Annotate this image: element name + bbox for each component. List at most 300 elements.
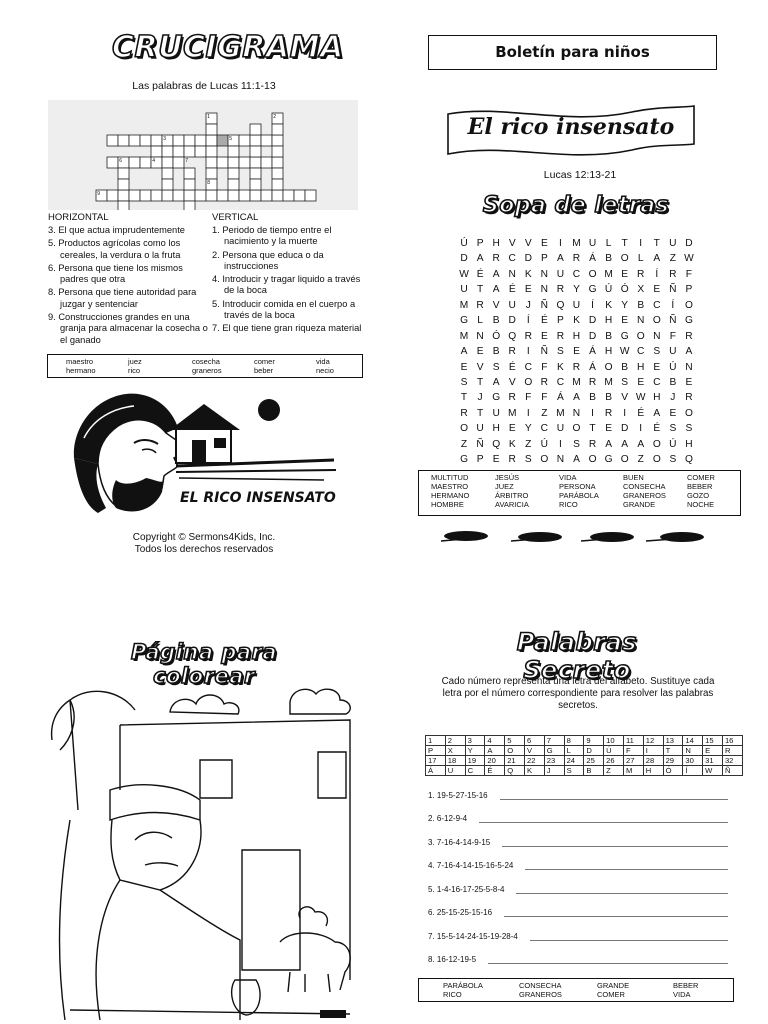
wordsearch-letter[interactable]: H bbox=[653, 392, 661, 404]
crossword-cell[interactable] bbox=[173, 146, 184, 157]
wordsearch-letter[interactable]: B bbox=[621, 361, 629, 373]
wordsearch-letter[interactable]: V bbox=[524, 238, 532, 249]
answer-line[interactable] bbox=[516, 885, 728, 894]
crossword-cell[interactable] bbox=[129, 135, 140, 146]
wordsearch-letter[interactable]: A bbox=[557, 253, 564, 265]
wordsearch-letter[interactable]: B bbox=[605, 392, 612, 404]
wordsearch-letter[interactable]: U bbox=[460, 284, 468, 296]
wordsearch-letter[interactable]: N bbox=[572, 407, 581, 419]
wordsearch-letter[interactable]: Q bbox=[684, 454, 693, 466]
wordsearch-letter[interactable]: G bbox=[620, 330, 629, 342]
wordsearch-letter[interactable]: É bbox=[508, 284, 516, 296]
crossword-cell[interactable] bbox=[118, 168, 129, 179]
wordsearch-letter[interactable]: R bbox=[492, 253, 500, 265]
wordsearch-letter[interactable]: Ú bbox=[460, 238, 468, 249]
crossword-cell[interactable] bbox=[162, 146, 173, 157]
wordsearch-letter[interactable]: I bbox=[558, 438, 562, 450]
wordsearch-letter[interactable]: Ú bbox=[540, 438, 549, 450]
crossword-cell[interactable] bbox=[250, 190, 261, 201]
crossword-cell[interactable] bbox=[162, 168, 173, 179]
wordsearch-letter[interactable]: T bbox=[460, 392, 468, 404]
crossword-cell[interactable] bbox=[283, 190, 294, 201]
wordsearch-letter[interactable]: K bbox=[524, 268, 532, 280]
crossword-cell[interactable] bbox=[118, 190, 129, 201]
wordsearch-letter[interactable]: S bbox=[669, 454, 677, 466]
wordsearch-letter[interactable]: E bbox=[669, 407, 677, 419]
crossword-cell[interactable] bbox=[206, 146, 217, 157]
wordsearch-letter[interactable]: F bbox=[541, 392, 548, 404]
wordsearch-letter[interactable]: É bbox=[637, 407, 645, 419]
wordsearch-letter[interactable]: Z bbox=[637, 454, 644, 466]
wordsearch-letter[interactable]: H bbox=[604, 346, 613, 358]
wordsearch-letter[interactable]: D bbox=[588, 330, 597, 342]
wordsearch-letter[interactable]: U bbox=[572, 299, 581, 311]
wordsearch-letter[interactable]: D bbox=[620, 423, 629, 435]
wordsearch-letter[interactable]: A bbox=[653, 407, 661, 419]
wordsearch-letter[interactable]: A bbox=[621, 438, 629, 450]
wordsearch-letter[interactable]: N bbox=[653, 330, 661, 342]
answer-line[interactable] bbox=[479, 814, 728, 823]
wordsearch-letter[interactable]: I bbox=[639, 423, 643, 435]
wordsearch-letter[interactable]: O bbox=[620, 454, 629, 466]
wordsearch-letter[interactable]: Á bbox=[589, 253, 596, 265]
wordsearch-letter[interactable]: W bbox=[684, 253, 694, 265]
wordsearch-letter[interactable]: Z bbox=[541, 407, 548, 419]
wordsearch-letter[interactable]: C bbox=[508, 253, 516, 265]
crossword-cell[interactable] bbox=[261, 135, 272, 146]
crossword-cell[interactable] bbox=[206, 168, 217, 179]
wordsearch-letter[interactable]: Ó bbox=[492, 330, 501, 342]
wordsearch-letter[interactable]: E bbox=[476, 346, 484, 358]
wordsearch-letter[interactable]: R bbox=[637, 268, 645, 280]
wordsearch-letter[interactable]: R bbox=[556, 284, 565, 296]
wordsearch-letter[interactable]: F bbox=[669, 330, 676, 342]
wordsearch-letter[interactable]: Z bbox=[669, 253, 676, 265]
crossword-cell[interactable] bbox=[184, 168, 195, 179]
wordsearch-letter[interactable]: Í bbox=[655, 268, 659, 280]
crossword-cell[interactable] bbox=[261, 190, 272, 201]
wordsearch-letter[interactable]: N bbox=[637, 315, 645, 327]
wordsearch-letter[interactable]: U bbox=[476, 423, 484, 435]
wordsearch-letter[interactable]: C bbox=[524, 361, 532, 373]
wordsearch-letter[interactable]: U bbox=[492, 407, 500, 419]
crossword-cell[interactable] bbox=[107, 190, 118, 201]
wordsearch-letter[interactable]: Ó bbox=[620, 284, 629, 296]
wordsearch-letter[interactable]: I bbox=[558, 238, 562, 249]
crossword-cell[interactable] bbox=[228, 179, 239, 190]
crossword-cell[interactable] bbox=[272, 168, 283, 179]
wordsearch-letter[interactable]: C bbox=[572, 268, 581, 280]
wordsearch-letter[interactable]: O bbox=[524, 376, 533, 388]
crossword-cell[interactable] bbox=[250, 135, 261, 146]
wordsearch-letter[interactable]: I bbox=[526, 346, 530, 358]
wordsearch-letter[interactable]: S bbox=[524, 454, 532, 466]
wordsearch-letter[interactable]: R bbox=[685, 330, 693, 342]
crossword-cell[interactable] bbox=[239, 157, 250, 168]
wordsearch-letter[interactable]: D bbox=[685, 238, 693, 249]
wordsearch-letter[interactable]: N bbox=[476, 330, 484, 342]
answer-line[interactable] bbox=[502, 838, 728, 847]
crossword-cell[interactable] bbox=[184, 135, 195, 146]
wordsearch-letter[interactable]: R bbox=[508, 346, 516, 358]
wordsearch-letter[interactable]: H bbox=[685, 438, 693, 450]
crossword-cell[interactable] bbox=[228, 168, 239, 179]
wordsearch-letter[interactable]: O bbox=[588, 454, 597, 466]
wordsearch-letter[interactable]: R bbox=[572, 253, 581, 265]
wordsearch-letter[interactable]: N bbox=[685, 361, 693, 373]
crossword-cell[interactable] bbox=[184, 179, 195, 190]
wordsearch-letter[interactable]: E bbox=[508, 423, 516, 435]
wordsearch-letter[interactable]: I bbox=[639, 238, 643, 249]
crossword-cell[interactable] bbox=[173, 190, 184, 201]
wordsearch-letter[interactable]: A bbox=[573, 392, 580, 404]
crossword-cell[interactable] bbox=[173, 135, 184, 146]
wordsearch-letter[interactable]: P bbox=[476, 454, 484, 466]
wordsearch-letter[interactable]: E bbox=[621, 315, 629, 327]
crossword-cell[interactable] bbox=[184, 201, 195, 210]
wordsearch-letter[interactable]: S bbox=[653, 346, 661, 358]
wordsearch-letter[interactable]: Á bbox=[589, 361, 596, 373]
wordsearch-letter[interactable]: T bbox=[476, 407, 484, 419]
wordsearch-letter[interactable]: I bbox=[526, 407, 530, 419]
wordsearch-letter[interactable]: S bbox=[557, 346, 564, 358]
wordsearch-letter[interactable]: É bbox=[540, 315, 548, 327]
crossword-cell[interactable] bbox=[184, 190, 195, 201]
answer-line[interactable] bbox=[504, 908, 728, 917]
wordsearch-letter[interactable]: R bbox=[476, 299, 484, 311]
wordsearch-letter[interactable]: O bbox=[652, 438, 661, 450]
crossword-cell[interactable] bbox=[305, 190, 316, 201]
wordsearch-letter[interactable]: Í bbox=[591, 299, 594, 311]
wordsearch-letter[interactable]: E bbox=[637, 376, 645, 388]
wordsearch-letter[interactable]: R bbox=[604, 407, 613, 419]
wordsearch-letter[interactable]: D bbox=[508, 315, 516, 327]
wordsearch-letter[interactable]: É bbox=[476, 268, 484, 280]
wordsearch-letter[interactable]: Í bbox=[671, 299, 675, 311]
wordsearch-letter[interactable]: B bbox=[492, 346, 500, 358]
wordsearch-letter[interactable]: Z bbox=[525, 438, 532, 450]
wordsearch-letter[interactable]: K bbox=[573, 315, 580, 327]
wordsearch-letter[interactable]: O bbox=[652, 454, 661, 466]
wordsearch-letter[interactable]: E bbox=[605, 423, 612, 435]
wordsearch-letter[interactable]: L bbox=[605, 238, 612, 249]
crossword-cell[interactable] bbox=[272, 146, 283, 157]
wordsearch-letter[interactable]: W bbox=[619, 346, 630, 358]
wordsearch-letter[interactable]: V bbox=[508, 376, 516, 388]
wordsearch-letter[interactable]: Q bbox=[508, 330, 517, 342]
wordsearch-letter[interactable]: S bbox=[573, 438, 580, 450]
wordsearch-letter[interactable]: U bbox=[556, 423, 565, 435]
wordsearch-letter[interactable]: S bbox=[460, 376, 468, 388]
wordsearch-letter[interactable]: O bbox=[460, 423, 468, 435]
wordsearch-letter[interactable]: A bbox=[460, 346, 468, 358]
wordsearch-letter[interactable]: U bbox=[669, 238, 677, 249]
wordsearch-letter[interactable]: G bbox=[588, 284, 597, 296]
wordsearch-letter[interactable]: U bbox=[556, 268, 565, 280]
wordsearch-letter[interactable]: R bbox=[556, 330, 565, 342]
crossword-cell[interactable] bbox=[272, 135, 283, 146]
wordsearch-letter[interactable]: R bbox=[460, 407, 468, 419]
answer-line[interactable] bbox=[500, 791, 728, 800]
crossword-cell[interactable] bbox=[272, 190, 283, 201]
wordsearch-letter[interactable]: C bbox=[637, 346, 645, 358]
crossword-cell[interactable] bbox=[250, 168, 261, 179]
crossword-cell[interactable] bbox=[162, 179, 173, 190]
crossword-cell[interactable] bbox=[195, 190, 206, 201]
wordsearch-letter[interactable]: T bbox=[476, 284, 484, 296]
wordsearch-letter[interactable]: Ñ bbox=[476, 438, 484, 450]
wordsearch-letter[interactable]: S bbox=[492, 361, 500, 373]
wordsearch-letter[interactable]: M bbox=[572, 376, 581, 388]
crossword-cell[interactable] bbox=[272, 179, 283, 190]
crossword-cell[interactable] bbox=[228, 190, 239, 201]
crossword-cell[interactable] bbox=[173, 157, 184, 168]
wordsearch-letter[interactable]: N bbox=[540, 284, 549, 296]
wordsearch-letter[interactable]: Ñ bbox=[669, 284, 677, 296]
wordsearch-letter[interactable]: E bbox=[653, 361, 661, 373]
wordsearch-letter[interactable]: U bbox=[508, 299, 516, 311]
crossword-cell[interactable] bbox=[261, 157, 272, 168]
crossword-cell[interactable] bbox=[250, 179, 261, 190]
wordsearch-letter[interactable]: L bbox=[637, 253, 644, 265]
wordsearch-letter[interactable]: I bbox=[623, 407, 627, 419]
crossword-cell[interactable] bbox=[250, 124, 261, 135]
wordsearch-letter[interactable]: V bbox=[621, 392, 629, 404]
crossword-cell[interactable] bbox=[228, 146, 239, 157]
wordsearch-letter[interactable]: A bbox=[476, 253, 484, 265]
wordsearch-letter[interactable]: Y bbox=[573, 284, 580, 296]
wordsearch-letter[interactable]: N bbox=[540, 268, 549, 280]
crossword-cell[interactable] bbox=[151, 135, 162, 146]
wordsearch-letter[interactable]: C bbox=[556, 376, 565, 388]
wordsearch-letter[interactable]: G bbox=[684, 315, 693, 327]
wordsearch-letter[interactable]: O bbox=[588, 268, 597, 280]
crossword-cell[interactable] bbox=[217, 135, 228, 146]
wordsearch-letter[interactable]: N bbox=[508, 268, 516, 280]
wordsearch-letter[interactable]: V bbox=[492, 299, 500, 311]
wordsearch-letter[interactable]: Á bbox=[589, 346, 596, 358]
crossword-cell[interactable] bbox=[250, 146, 261, 157]
wordsearch-letter[interactable]: E bbox=[524, 284, 532, 296]
crossword-cell[interactable] bbox=[294, 190, 305, 201]
wordsearch-letter[interactable]: R bbox=[669, 268, 677, 280]
wordsearch-letter[interactable]: Ú bbox=[669, 438, 677, 450]
wordsearch-letter[interactable]: T bbox=[653, 238, 660, 249]
wordsearch-letter[interactable]: M bbox=[459, 299, 469, 311]
crossword-cell[interactable] bbox=[217, 190, 228, 201]
wordsearch-letter[interactable]: X bbox=[637, 284, 645, 296]
wordsearch-letter[interactable]: K bbox=[508, 438, 516, 450]
wordsearch-letter[interactable]: E bbox=[653, 284, 661, 296]
wordsearch-letter[interactable]: Q bbox=[492, 438, 501, 450]
crossword-cell[interactable] bbox=[239, 190, 250, 201]
wordsearch-letter[interactable]: O bbox=[636, 330, 645, 342]
crossword-cell[interactable] bbox=[118, 201, 129, 210]
wordsearch-letter[interactable]: R bbox=[524, 330, 532, 342]
wordsearch-letter[interactable]: É bbox=[653, 423, 661, 435]
wordsearch-letter[interactable]: U bbox=[588, 238, 597, 249]
wordsearch-letter[interactable]: O bbox=[684, 299, 693, 311]
crossword-cell[interactable] bbox=[140, 190, 151, 201]
crossword-cell[interactable] bbox=[272, 124, 283, 135]
wordsearch-letter[interactable]: M bbox=[507, 407, 517, 419]
answer-line[interactable] bbox=[488, 955, 728, 964]
wordsearch-letter[interactable]: O bbox=[604, 361, 613, 373]
wordsearch-letter[interactable]: U bbox=[669, 346, 677, 358]
wordsearch-letter[interactable]: W bbox=[459, 268, 469, 280]
crossword-cell[interactable] bbox=[151, 190, 162, 201]
wordsearch-letter[interactable]: H bbox=[637, 361, 645, 373]
wordsearch-letter[interactable]: T bbox=[589, 423, 596, 435]
wordsearch-letter[interactable]: B bbox=[492, 315, 500, 327]
crossword-cell[interactable] bbox=[272, 157, 283, 168]
crossword-cell[interactable] bbox=[195, 135, 206, 146]
wordsearch-letter[interactable]: M bbox=[604, 268, 613, 280]
answer-line[interactable] bbox=[525, 861, 728, 870]
wordsearch-letter[interactable]: B bbox=[589, 392, 596, 404]
crossword-cell[interactable] bbox=[107, 157, 118, 168]
wordsearch-letter[interactable]: R bbox=[588, 376, 597, 388]
wordsearch-letter[interactable]: A bbox=[492, 268, 500, 280]
wordsearch-letter[interactable]: E bbox=[460, 361, 468, 373]
wordsearch-letter[interactable]: G bbox=[460, 315, 468, 327]
wordsearch-letter[interactable]: K bbox=[557, 361, 564, 373]
crossword-cell[interactable] bbox=[250, 157, 261, 168]
wordsearch-letter[interactable]: B bbox=[637, 299, 645, 311]
crossword-cell[interactable] bbox=[129, 190, 140, 201]
wordsearch-letter[interactable]: M bbox=[556, 407, 565, 419]
wordsearch-letter[interactable]: T bbox=[476, 376, 484, 388]
crossword-cell[interactable] bbox=[162, 157, 173, 168]
wordsearch-letter[interactable]: W bbox=[635, 392, 646, 404]
wordsearch-letter[interactable]: E bbox=[685, 376, 693, 388]
wordsearch-letter[interactable]: R bbox=[508, 392, 516, 404]
wordsearch-letter[interactable]: M bbox=[459, 330, 469, 342]
wordsearch-letter[interactable]: Ñ bbox=[540, 346, 549, 358]
crossword-cell[interactable] bbox=[107, 135, 118, 146]
wordsearch-letter[interactable]: P bbox=[476, 238, 484, 249]
crossword-cell[interactable] bbox=[118, 135, 129, 146]
crossword-cell[interactable] bbox=[140, 135, 151, 146]
crossword-cell[interactable] bbox=[184, 146, 195, 157]
wordsearch-letter[interactable]: H bbox=[572, 330, 581, 342]
wordsearch-letter[interactable]: R bbox=[588, 438, 597, 450]
wordsearch-letter[interactable]: R bbox=[685, 392, 693, 404]
wordsearch-letter[interactable]: A bbox=[492, 284, 500, 296]
wordsearch-letter[interactable]: É bbox=[508, 361, 516, 373]
crossword-cell[interactable] bbox=[140, 157, 151, 168]
wordsearch-letter[interactable]: Q bbox=[556, 299, 565, 311]
wordsearch-letter[interactable]: Á bbox=[557, 392, 564, 404]
wordsearch-letter[interactable]: J bbox=[670, 392, 676, 404]
wordsearch-letter[interactable]: S bbox=[685, 423, 693, 435]
crossword-cell[interactable] bbox=[206, 135, 217, 146]
wordsearch-letter[interactable]: A bbox=[492, 376, 500, 388]
wordsearch-letter[interactable]: E bbox=[621, 268, 629, 280]
wordsearch-letter[interactable]: H bbox=[604, 315, 613, 327]
wordsearch-letter[interactable]: Y bbox=[621, 299, 629, 311]
wordsearch-letter[interactable]: D bbox=[524, 253, 532, 265]
crossword-cell[interactable] bbox=[162, 190, 173, 201]
wordsearch-letter[interactable]: O bbox=[572, 423, 581, 435]
wordsearch-letter[interactable]: J bbox=[525, 299, 531, 311]
wordsearch-letter[interactable]: P bbox=[540, 253, 548, 265]
crossword-cell[interactable] bbox=[151, 146, 162, 157]
wordsearch-letter[interactable]: V bbox=[508, 238, 516, 249]
wordsearch-letter[interactable]: Í bbox=[526, 315, 530, 327]
crossword-cell[interactable] bbox=[129, 157, 140, 168]
wordsearch-letter[interactable]: I bbox=[591, 407, 594, 419]
wordsearch-letter[interactable]: Ñ bbox=[540, 299, 549, 311]
wordsearch-letter[interactable]: O bbox=[652, 315, 661, 327]
wordsearch-letter[interactable]: O bbox=[684, 407, 693, 419]
wordsearch-letter[interactable]: E bbox=[540, 330, 548, 342]
wordsearch-letter[interactable]: G bbox=[460, 454, 468, 466]
wordsearch-letter[interactable]: K bbox=[605, 299, 612, 311]
answer-line[interactable] bbox=[530, 932, 728, 941]
crossword-cell[interactable] bbox=[118, 179, 129, 190]
wordsearch-letter[interactable]: Z bbox=[460, 438, 468, 450]
wordsearch-letter[interactable]: A bbox=[653, 253, 661, 265]
wordsearch-letter[interactable]: N bbox=[556, 454, 565, 466]
crossword-cell[interactable] bbox=[239, 135, 250, 146]
crossword-cell[interactable] bbox=[206, 124, 217, 135]
wordsearch-letter[interactable]: Ú bbox=[669, 361, 677, 373]
crossword-cell[interactable] bbox=[228, 157, 239, 168]
wordsearch-letter[interactable]: F bbox=[685, 268, 693, 280]
crossword-cell[interactable] bbox=[195, 146, 206, 157]
wordsearch-letter[interactable]: A bbox=[685, 346, 693, 358]
wordsearch-letter[interactable]: G bbox=[492, 392, 501, 404]
wordsearch-letter[interactable]: R bbox=[540, 376, 549, 388]
wordsearch-letter[interactable]: A bbox=[573, 454, 580, 466]
wordsearch-letter[interactable]: P bbox=[557, 315, 564, 327]
wordsearch-letter[interactable]: L bbox=[477, 315, 483, 327]
wordsearch-letter[interactable]: J bbox=[477, 392, 483, 404]
wordsearch-letter[interactable]: C bbox=[653, 299, 661, 311]
crossword-cell[interactable] bbox=[206, 157, 217, 168]
wordsearch-letter[interactable]: D bbox=[460, 253, 468, 265]
wordsearch-letter[interactable]: B bbox=[605, 330, 612, 342]
wordsearch-letter[interactable]: A bbox=[605, 438, 612, 450]
crossword-cell[interactable] bbox=[217, 157, 228, 168]
wordsearch-letter[interactable]: V bbox=[476, 361, 484, 373]
wordsearch-letter[interactable]: D bbox=[588, 315, 597, 327]
wordsearch-letter[interactable]: P bbox=[685, 284, 693, 296]
wordsearch-letter[interactable]: C bbox=[653, 376, 661, 388]
wordsearch-letter[interactable]: O bbox=[620, 253, 629, 265]
wordsearch-letter[interactable]: S bbox=[621, 376, 629, 388]
wordsearch-letter[interactable]: E bbox=[540, 238, 548, 249]
wordsearch-letter[interactable]: S bbox=[669, 423, 677, 435]
wordsearch-letter[interactable]: G bbox=[604, 454, 613, 466]
wordsearch-letter[interactable]: A bbox=[637, 438, 645, 450]
wordsearch-letter[interactable]: Y bbox=[524, 423, 532, 435]
wordsearch-letter[interactable]: T bbox=[621, 238, 628, 249]
crossword-cell[interactable] bbox=[206, 190, 217, 201]
wordsearch-letter[interactable]: O bbox=[540, 454, 549, 466]
wordsearch-letter[interactable]: B bbox=[605, 253, 612, 265]
wordsearch-letter[interactable]: R bbox=[508, 454, 516, 466]
wordsearch-letter[interactable]: C bbox=[540, 423, 549, 435]
wordsearch-letter[interactable]: Ñ bbox=[669, 315, 677, 327]
wordsearch-letter[interactable]: E bbox=[492, 454, 500, 466]
wordsearch-letter[interactable]: M bbox=[572, 238, 581, 249]
wordsearch-letter[interactable]: B bbox=[669, 376, 677, 388]
wordsearch-letter[interactable]: M bbox=[604, 376, 613, 388]
wordsearch-letter[interactable]: R bbox=[572, 361, 581, 373]
wordsearch-letter[interactable]: H bbox=[492, 238, 500, 249]
